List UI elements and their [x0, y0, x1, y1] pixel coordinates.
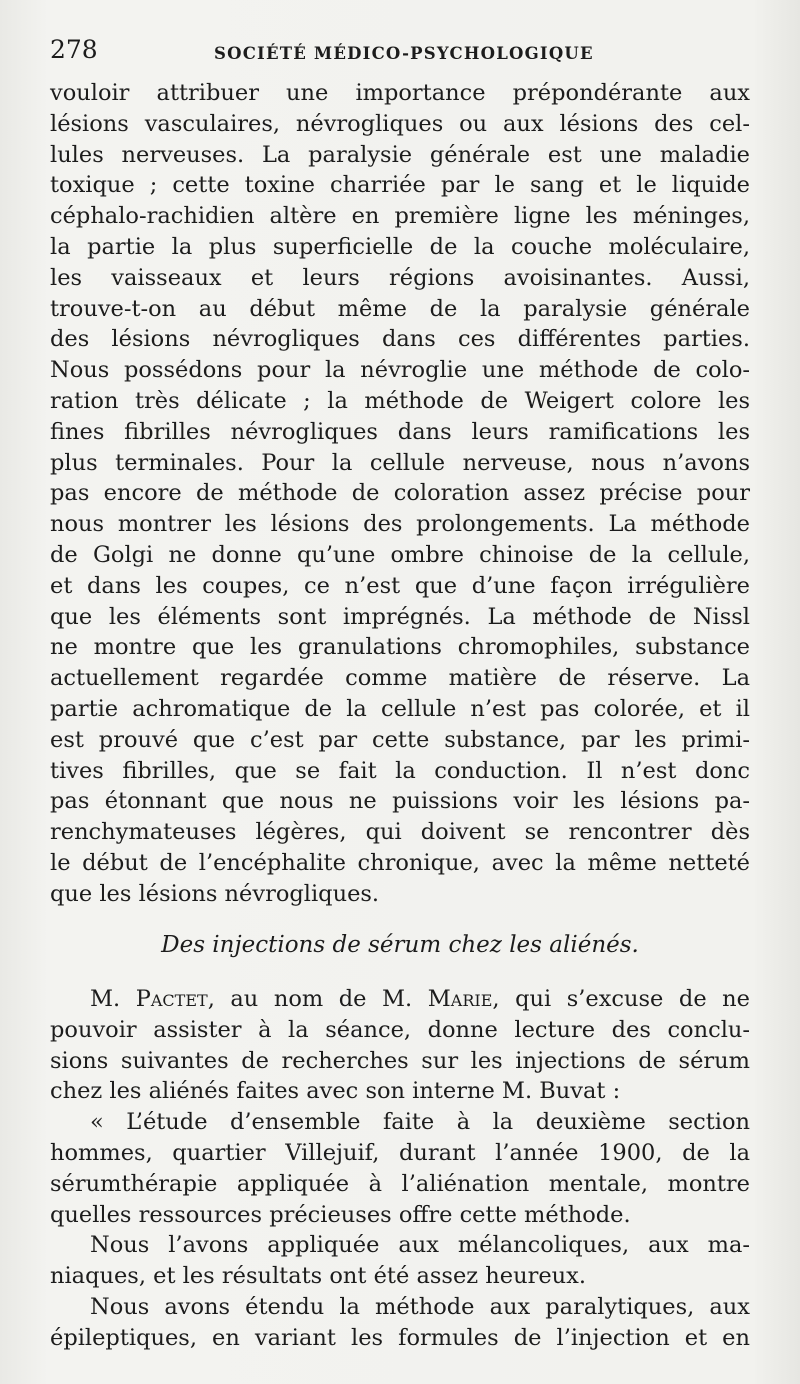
- text-line: Nous l’avons appliquée aux mélancoliques, aux ma-: [90, 1232, 750, 1259]
- running-head: SOCIÉTÉ MÉDICO-PSYCHOLOGIQUE: [214, 44, 594, 63]
- text-line: nous montrer les lésions des prolongements. La méthode: [50, 511, 750, 538]
- author-name-pactet: Pactet: [135, 986, 208, 1012]
- text-line: quelles ressources précieuses offre cette méthode.: [50, 1201, 631, 1228]
- text-line: lésions vasculaires, névrogliques ou aux lésions des cel-: [50, 110, 750, 137]
- text-line: de Golgi ne donne qu’une ombre chinoise de la cellule,: [50, 541, 750, 568]
- text-line: [50, 984, 750, 1015]
- text-line: pouvoir assister à la séance, donne lecture des conclu-: [50, 1016, 750, 1043]
- text-line: Nous possédons pour la névroglie une méthode de colo-: [50, 357, 750, 384]
- text-line: épileptiques, en variant les formules de l’injection et en: [50, 1324, 750, 1351]
- text-line: que les lésions névrogliques.: [50, 880, 380, 907]
- text-line: est prouvé que c’est par cette substance, par les primi-: [50, 726, 750, 753]
- text-line: sions suivantes de recherches sur les injections de sérum: [50, 1047, 750, 1074]
- text-line: partie achromatique de la cellule n’est pas colorée, et il: [50, 695, 750, 722]
- text-line: la partie la plus superficielle de la couche moléculaire,: [50, 233, 750, 260]
- page-header: [50, 34, 750, 70]
- section-title: Des injections de sérum chez les aliénés.: [161, 932, 639, 958]
- text-line: le début de l’encéphalite chronique, avec la même netteté: [50, 849, 750, 876]
- text-line: vouloir attribuer une importance prépondérante aux: [50, 80, 750, 106]
- text-run: , au nom de M.: [207, 986, 428, 1012]
- text-line: actuellement regardée comme matière de réserve. La: [50, 665, 750, 692]
- text-run: , qui s’excuse de ne: [492, 986, 750, 1012]
- text-line: des lésions névrogliques dans ces différentes parties.: [50, 326, 750, 353]
- text-line: plus terminales. Pour la cellule nerveuse, nous n’avons: [50, 449, 750, 476]
- page-number: 278: [50, 35, 98, 64]
- text-line: tives fibrilles, que se fait la conduction. Il n’est donc: [50, 757, 750, 784]
- text-line: Nous avons étendu la méthode aux paralytiques, aux: [90, 1293, 750, 1320]
- text-line: fines fibrilles névrogliques dans leurs ramifications les: [50, 418, 750, 445]
- text-line: les vaisseaux et leurs régions avoisinantes. Aussi,: [50, 264, 750, 291]
- text-line: ration très délicate ; la méthode de Weigert colore les: [50, 387, 750, 414]
- text-line: sérumthérapie appliquée à l’aliénation mentale, montre: [50, 1170, 750, 1197]
- paragraph-section: [50, 984, 750, 1354]
- text-line: lules nerveuses. La paralysie générale est une maladie: [50, 141, 750, 168]
- text-line: renchymateuses légères, qui doivent se rencontrer dès: [50, 819, 750, 846]
- text-line: « L’étude d’ensemble faite à la deuxième section: [90, 1109, 750, 1136]
- text-line: céphalo-rachidien altère en première ligne les méninges,: [50, 203, 750, 230]
- text-line: pas encore de méthode de coloration assez précise pour: [50, 480, 750, 507]
- text-line: niaques, et les résultats ont été assez heureux.: [50, 1263, 586, 1290]
- text-line: toxique ; cette toxine charriée par le sang et le liquide: [50, 172, 750, 199]
- paragraph-main: [50, 78, 750, 910]
- text-line: pas étonnant que nous ne puissions voir les lésions pa-: [50, 788, 750, 815]
- text-line: et dans les coupes, ce n’est que d’une façon irrégulière: [50, 572, 750, 599]
- author-name-marie: Marie: [427, 986, 493, 1012]
- text-line: que les éléments sont imprégnés. La méthode de Nissl: [50, 603, 750, 630]
- text-line: trouve-t-on au début même de la paralysie générale: [50, 295, 750, 322]
- text-line: ne montre que les granulations chromophiles, substance: [50, 634, 750, 661]
- text-line: hommes, quartier Villejuif, durant l’année 1900, de la: [50, 1139, 750, 1166]
- text-line: chez les aliénés faites avec son interne M. Buvat :: [50, 1078, 621, 1105]
- text-run: M.: [90, 986, 136, 1012]
